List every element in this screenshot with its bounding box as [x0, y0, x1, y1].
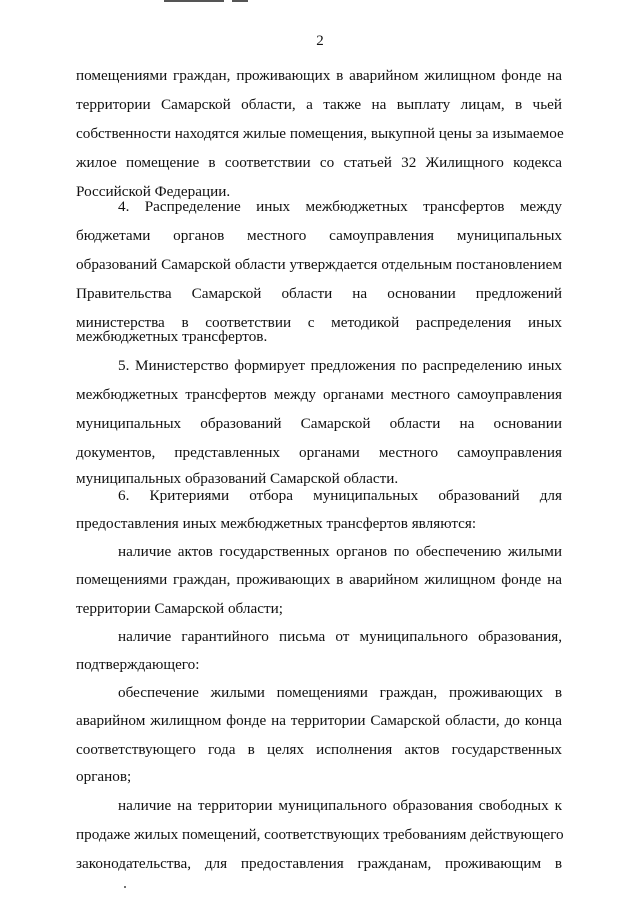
text-line-25: аварийном жилищном фонде на территории Самарской области, до конца [76, 712, 562, 729]
text-line-1: помещениями граждан, проживающих в аварийном жилищном фонде на [76, 67, 562, 84]
text-line-2: территории Самарской области, а также на выплату лицам, в чьей [76, 96, 562, 113]
text-line-17: 6. Критериями отбора муниципальных образований для [118, 487, 562, 504]
text-line-5: Российской Федерации. [76, 183, 231, 200]
text-line-15: документов, представленных органами местного самоуправления [76, 444, 562, 461]
text-line-9: Правительства Самарской области на основании предложений [76, 285, 562, 302]
text-line-11: межбюджетных трансфертов. [76, 328, 268, 345]
text-line-6: 4. Распределение иных межбюджетных трансфертов между [118, 198, 562, 215]
text-line-20: помещениями граждан, проживающих в аварийном жилищном фонде на [76, 571, 562, 588]
text-line-7: бюджетами органов местного самоуправления муниципальных [76, 227, 562, 244]
text-line-21: территории Самарской области; [76, 600, 283, 617]
scan-speck [124, 886, 126, 888]
scan-artifact-top-1 [164, 0, 224, 2]
text-line-26: соответствующего года в целях исполнения актов государственных [76, 741, 562, 758]
text-line-13: межбюджетных трансфертов между органами местного самоуправления [76, 386, 562, 403]
text-line-30: законодательства, для предоставления гражданам, проживающим в [76, 855, 562, 872]
text-line-24: обеспечение жилыми помещениями граждан, проживающих в [118, 684, 562, 701]
text-line-12: 5. Министерство формирует предложения по распределению иных [118, 357, 562, 374]
text-line-3: собственности находятся жилые помещения, выкупной цены за изымаемое [76, 125, 564, 142]
text-line-27: органов; [76, 768, 132, 785]
page-number: 2 [316, 33, 324, 49]
text-line-10: министерства в соответствии с методикой распределения иных [76, 314, 562, 331]
text-line-8: образований Самарской области утверждается отдельным постановлением [76, 256, 562, 273]
text-line-29: продаже жилых помещений, соответствующих требованиям действующего [76, 826, 564, 843]
text-line-19: наличие актов государственных органов по обеспечению жилыми [118, 543, 562, 560]
text-line-4: жилое помещение в соответствии со статьей 32 Жилищного кодекса [76, 154, 562, 171]
text-line-16: муниципальных образований Самарской области. [76, 470, 399, 487]
scan-artifact-top-2 [232, 0, 248, 2]
text-line-18: предоставления иных межбюджетных трансфертов являются: [76, 515, 477, 532]
text-line-14: муниципальных образований Самарской области на основании [76, 415, 562, 432]
text-line-22: наличие гарантийного письма от муниципального образования, [118, 628, 562, 645]
text-line-23: подтверждающего: [76, 656, 200, 673]
text-line-28: наличие на территории муниципального образования свободных к [118, 797, 562, 814]
